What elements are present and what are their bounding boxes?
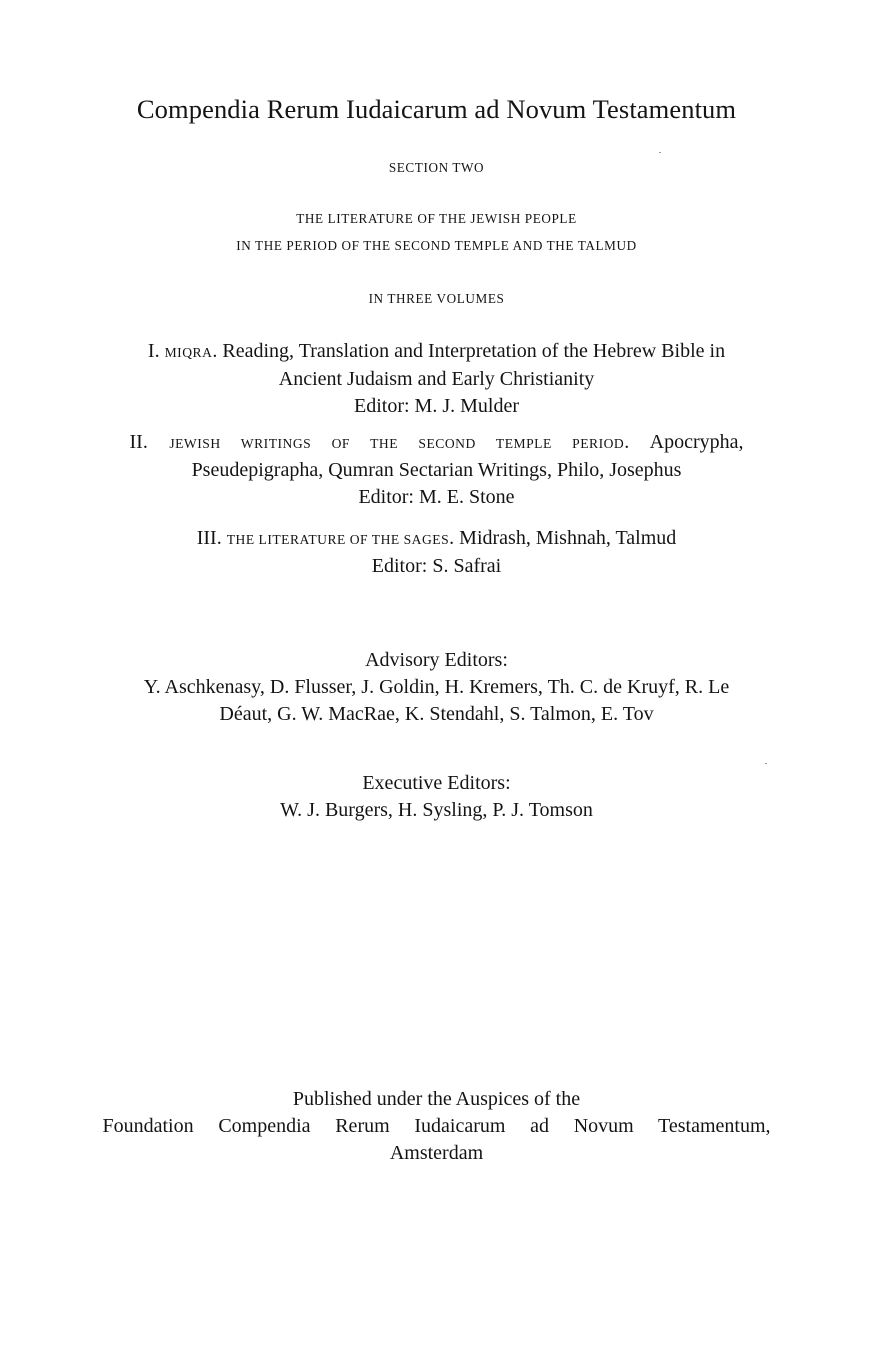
volume-numeral: I. (147, 340, 160, 362)
volume-numeral: II. (129, 431, 148, 453)
executive-editors-label: Executive Editors: (362, 772, 511, 794)
volume-description: . Apocrypha, (624, 431, 744, 453)
literature-heading-line1: THE LITERATURE OF THE JEWISH PEOPLE (296, 211, 577, 226)
advisory-editors-label: Advisory Editors: (365, 649, 508, 671)
executive-editors (0, 770, 873, 824)
volume-editor: Editor: S. Safrai (371, 555, 502, 577)
publisher-line1: Published under the Auspices of the (292, 1088, 581, 1110)
print-speck (765, 763, 767, 764)
publisher-line2: Foundation Compendia Rerum Iudaicarum ad Novum Testamentum, (102, 1115, 771, 1137)
advisory-editors-names-line1: Y. Aschkenasy, D. Flusser, J. Goldin, H. Kremers, Th. C. de Kruyf, R. Le (143, 676, 730, 698)
volume-2-title-line (130, 429, 744, 457)
volume-title-caps: JEWISH WRITINGS OF THE SECOND TEMPLE PERIOD (169, 436, 625, 451)
series-title: Compendia Rerum Iudaicarum ad Novum Testamentum (136, 94, 737, 124)
advisory-editors-names-line2: Déaut, G. W. MacRae, K. Stendahl, S. Talmon, E. Tov (219, 703, 654, 725)
volume-description-line2: Ancient Judaism and Early Christianity (278, 368, 595, 390)
advisory-editors (0, 647, 873, 728)
volume-numeral: III. (196, 527, 222, 549)
volume-1-title-line (0, 338, 873, 366)
volume-description: . Midrash, Mishnah, Talmud (449, 527, 677, 549)
volume-entry-3 (0, 525, 873, 580)
print-speck (659, 152, 661, 153)
publisher-line3: Amsterdam (389, 1142, 484, 1164)
volume-editor: Editor: M. J. Mulder (354, 395, 519, 417)
volume-description: . Reading, Translation and Interpretation of the Hebrew Bible in (212, 340, 726, 362)
section-label: SECTION TWO (388, 160, 485, 175)
volume-title-caps: THE LITERATURE OF THE SAGES (226, 532, 450, 547)
volume-entry-2 (0, 429, 873, 511)
volume-editor: Editor: M. E. Stone (358, 486, 515, 508)
volume-3-title-line (0, 525, 873, 553)
volume-title-caps: MIQRA (164, 345, 213, 360)
volumes-label: IN THREE VOLUMES (368, 291, 505, 306)
volume-description-line2: Pseudepigrapha, Qumran Sectarian Writings, Philo, Josephus (191, 459, 682, 481)
executive-editors-names: W. J. Burgers, H. Sysling, P. J. Tomson (280, 799, 593, 821)
literature-heading-line2: IN THE PERIOD OF THE SECOND TEMPLE AND THE TALMUD (236, 238, 637, 253)
volume-entry-1 (0, 338, 873, 420)
publisher-note (0, 1086, 873, 1167)
